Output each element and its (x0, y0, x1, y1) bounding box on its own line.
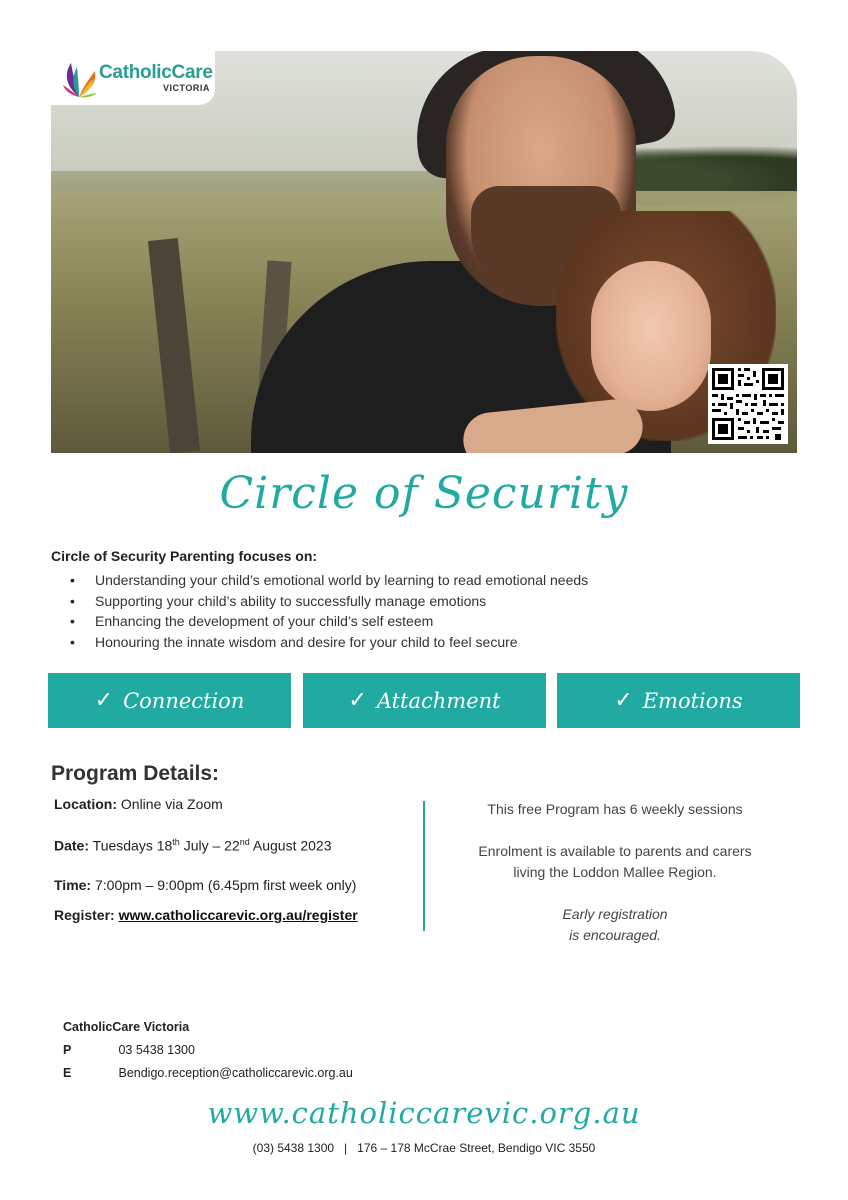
time-value: 7:00pm – 9:00pm (6.45pm first week only) (94, 877, 357, 893)
date-ordinal: nd (239, 837, 250, 847)
location-value: Online via Zoom (120, 796, 223, 812)
butterfly-logo-icon (59, 57, 101, 101)
date-mid: July – 22 (179, 837, 240, 854)
tag-emotions (557, 673, 800, 728)
email-label: E (63, 1066, 72, 1080)
location-row (54, 796, 223, 812)
sessions-text: This free Program has 6 weekly sessions (487, 801, 743, 817)
enrolment-text-line1: Enrolment is available to parents and carers (478, 843, 752, 859)
list-item: • Supporting your child’s ability to successfully manage emotions (70, 591, 588, 612)
logo-name: CatholicCare (99, 62, 213, 83)
list-item: • Understanding your child’s emotional world by learning to read emotional needs (70, 570, 588, 591)
date-label: Date: (54, 837, 90, 854)
theme-tags (48, 673, 800, 728)
qr-code-icon[interactable] (708, 364, 788, 444)
list-item: • Honouring the innate wisdom and desire for your child to feel secure (70, 632, 588, 653)
contact-organisation: CatholicCare Victoria (63, 1020, 190, 1034)
qr-code-graphic (708, 364, 788, 444)
tag-label: Emotions (642, 688, 743, 713)
enrolment-text-line2: living the Loddon Mallee Region. (513, 864, 717, 880)
phone-label: P (63, 1043, 72, 1057)
date-suffix: August 2023 (249, 837, 332, 854)
register-link[interactable]: www.catholiccarevic.org.au/register (118, 907, 358, 923)
check-icon: ✓ (94, 688, 114, 713)
tag-connection (48, 673, 291, 728)
footer-address: (03) 5438 1300 | 176 – 178 McCrae Street, Bendigo VIC 3550 (252, 1141, 596, 1155)
hero-photo (51, 51, 797, 453)
register-row (54, 907, 358, 923)
check-icon: ✓ (348, 688, 367, 713)
location-label: Location: (54, 796, 117, 812)
date-prefix: Tuesdays 18 (92, 837, 173, 854)
column-divider (423, 801, 425, 931)
time-row (54, 877, 356, 893)
focus-heading: Circle of Security Parenting focuses on: (51, 548, 318, 564)
program-details-heading: Program Details: (51, 762, 220, 785)
email-value[interactable]: Bendigo.reception@catholiccarevic.org.au (118, 1066, 353, 1080)
date-ordinal: th (172, 837, 180, 847)
contact-phone-row (63, 1043, 195, 1057)
early-registration-line2: is encouraged. (569, 927, 661, 943)
phone-value[interactable]: 03 5438 1300 (118, 1043, 195, 1057)
check-icon: ✓ (614, 688, 633, 713)
website-link[interactable]: www.catholiccarevic.org.au (207, 1096, 641, 1130)
date-row (54, 837, 332, 854)
catholiccare-logo[interactable] (51, 51, 215, 105)
logo-subtitle: VICTORIA (163, 83, 210, 93)
tag-label: Connection (123, 688, 245, 713)
page-title: Circle of Security (219, 468, 629, 519)
focus-list (70, 570, 588, 652)
tag-attachment (303, 673, 546, 728)
tag-label: Attachment (376, 688, 501, 713)
contact-email-row (63, 1066, 353, 1080)
time-label: Time: (54, 877, 92, 893)
register-label: Register: (54, 907, 115, 923)
early-registration-line1: Early registration (562, 906, 668, 922)
list-item: • Enhancing the development of your child’s self esteem (70, 611, 588, 632)
photo-daughter-face (591, 261, 711, 411)
